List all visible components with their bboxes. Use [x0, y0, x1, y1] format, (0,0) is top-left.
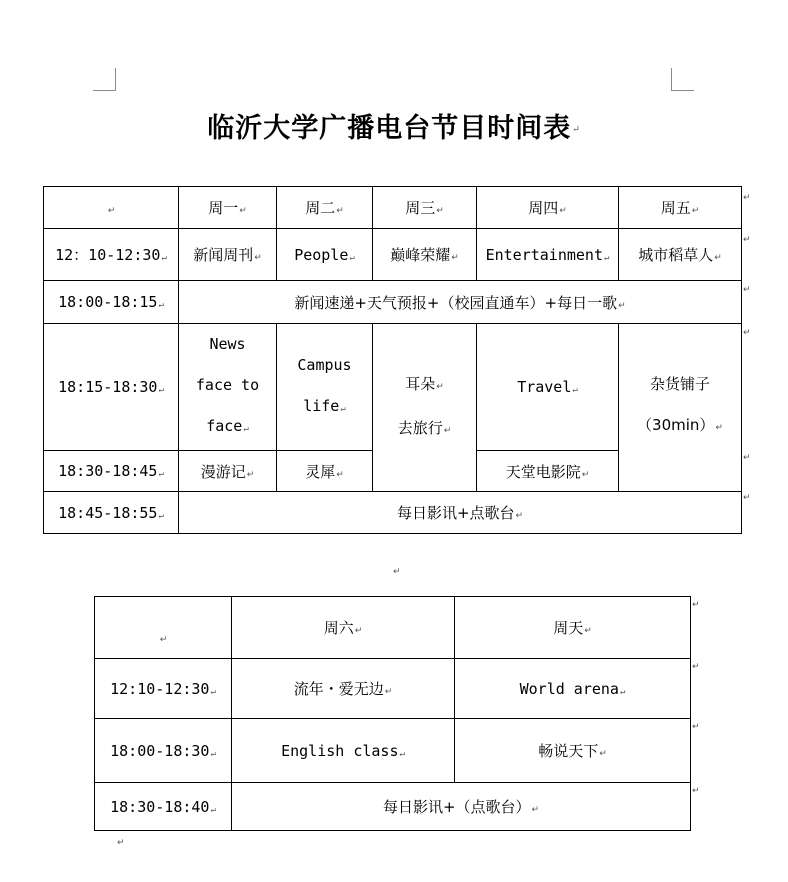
program-cell: 城市稻草人↵: [619, 229, 742, 281]
row-end-mark-icon: ↵: [743, 453, 751, 463]
program-cell: News face to face↵: [179, 324, 277, 451]
margin-corner-top-left: [93, 68, 116, 91]
program-cell: 耳朵↵ 去旅行↵: [373, 324, 477, 492]
program-cell: English class↵: [232, 719, 455, 783]
table-row: [95, 783, 691, 831]
header-day-cell: 周三↵: [373, 187, 477, 229]
time-cell: 18:15-18:30↵: [44, 324, 179, 451]
program-cell: World arena↵: [455, 659, 691, 719]
program-cell: 灵犀↵: [277, 451, 373, 492]
paragraph-mark-icon: ↵: [393, 567, 401, 577]
time-cell: 12：10-12:30↵: [44, 229, 179, 281]
header-day-cell: 周二↵: [277, 187, 373, 229]
time-cell: 18:30-18:45↵: [44, 451, 179, 492]
header-day-cell: 周四↵: [477, 187, 619, 229]
time-cell: 12:10-12:30↵: [95, 659, 232, 719]
time-cell: 18:45-18:55↵: [44, 492, 179, 534]
table-row: [44, 229, 742, 281]
program-span-cell: 每日影讯+（点歌台）↵: [232, 783, 691, 831]
time-cell: 18:00-18:15↵: [44, 281, 179, 324]
time-cell: 18:00-18:30↵: [95, 719, 232, 783]
row-end-mark-icon: ↵: [692, 600, 700, 610]
program-cell: 漫游记↵: [179, 451, 277, 492]
program-cell: Travel↵: [477, 324, 619, 451]
table-row: [95, 597, 691, 659]
title-text: 临沂大学广播电台节目时间表: [207, 113, 572, 144]
row-end-mark-icon: ↵: [743, 235, 751, 245]
table-row: [44, 492, 742, 534]
header-day-cell: 周一↵: [179, 187, 277, 229]
row-end-mark-icon: ↵: [692, 786, 700, 796]
program-span-cell: 每日影讯+点歌台↵: [179, 492, 742, 534]
row-end-mark-icon: ↵: [743, 328, 751, 338]
program-cell: 天堂电影院↵: [477, 451, 619, 492]
paragraph-mark-icon: ↵: [117, 838, 125, 848]
header-empty-cell: ↵: [95, 597, 232, 659]
margin-corner-top-right: [671, 68, 694, 91]
cell-mark-icon: ↵: [107, 205, 116, 216]
table-row: [44, 281, 742, 324]
program-cell: 杂货铺子 （30min）↵: [619, 324, 742, 492]
program-cell: 巅峰荣耀↵: [373, 229, 477, 281]
weekday-schedule-table: [43, 186, 742, 534]
header-day-cell: 周六↵: [232, 597, 455, 659]
row-end-mark-icon: ↵: [743, 493, 751, 503]
table-row: [95, 719, 691, 783]
header-empty-cell: [44, 187, 179, 229]
program-cell: Entertainment↵: [477, 229, 619, 281]
program-cell: People↵: [277, 229, 373, 281]
weekend-schedule-table: [94, 596, 691, 831]
program-cell: 流年・爱无边↵: [232, 659, 455, 719]
table-row: [95, 659, 691, 719]
row-end-mark-icon: ↵: [692, 662, 700, 672]
row-end-mark-icon: ↵: [743, 285, 751, 295]
table-row: [44, 324, 742, 451]
row-end-mark-icon: ↵: [692, 722, 700, 732]
program-cell: Campus life↵: [277, 324, 373, 451]
header-day-cell: 周天↵: [455, 597, 691, 659]
time-cell: 18:30-18:40↵: [95, 783, 232, 831]
header-day-cell: 周五↵: [619, 187, 742, 229]
program-cell: 新闻周刊↵: [179, 229, 277, 281]
program-cell: 畅说天下↵: [455, 719, 691, 783]
document-title: [0, 106, 788, 145]
row-end-mark-icon: ↵: [743, 193, 751, 203]
program-span-cell: 新闻速递+天气预报+（校园直通车）+每日一歌↵: [179, 281, 742, 324]
paragraph-mark-icon: ↵: [572, 124, 581, 135]
table-row: [44, 187, 742, 229]
